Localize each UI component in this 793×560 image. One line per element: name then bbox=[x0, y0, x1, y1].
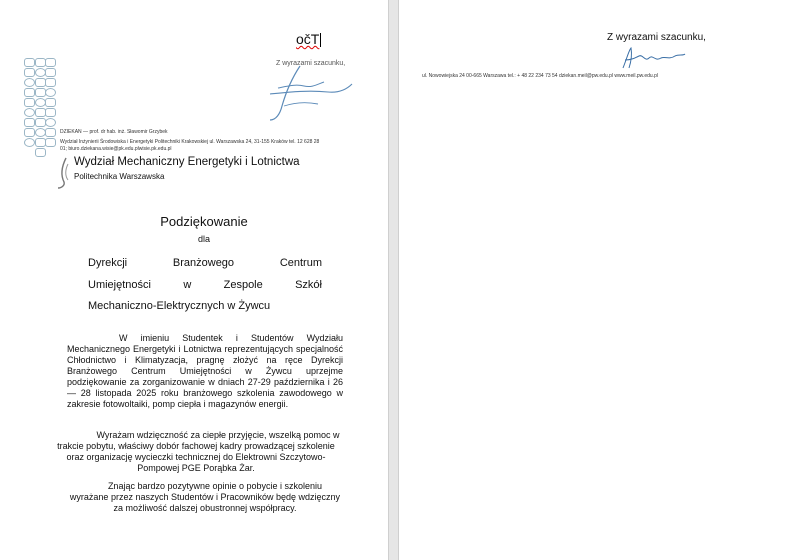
for-word: dla bbox=[197, 234, 210, 244]
document-page-1 bbox=[0, 0, 388, 560]
faculty-address-line-1: Wydział Inżynierii Środowiska i Energetyki Politechniki Krakowskiej ul. Warszawska 24, 31-155 Kraków tel. 12 628 28 bbox=[60, 139, 320, 145]
signature-image-2 bbox=[619, 44, 689, 74]
recipient-line-2: Umiejętności w Zespole Szkół bbox=[88, 279, 322, 291]
faculty-name: Wydział Mechaniczny Energetyki i Lotnictwa bbox=[74, 156, 300, 168]
letter-title: Podziękowanie bbox=[160, 214, 248, 229]
university-name: Politechnika Warszawska bbox=[74, 172, 165, 181]
recipient-line-3: Mechaniczno-Elektrycznych w Żywcu bbox=[88, 300, 271, 312]
university-logo-pattern bbox=[24, 58, 54, 158]
signature-greeting-image-text: Z wyrazami szacunku, bbox=[276, 60, 346, 67]
header-mark: očT bbox=[296, 31, 320, 47]
signature-greeting: Z wyrazami szacunku, bbox=[607, 32, 706, 43]
paragraph-1: W imieniu Studentek i Studentów Wydziału Mechanicznego Energetyki i Lotnictwa reprezentujących specjalność Chłodnictwo i Klimatyzacja, pragnę złożyć na ręce Dyrekcji Branżowego Centrum Umiejętności w Żywcu uprzejme podziękowanie za zorganizowanie w dniach 27-29 października i 26 — 28 listopada 2025 roku branżowego szkolenia zawodowego w zakresie fotowoltaiki, pomp ciepła i magazynów energii. bbox=[67, 333, 343, 409]
dean-line: DZIEKAN — prof. dr hab. inż. Sławomir Grzybek bbox=[60, 129, 168, 135]
recipient-line-1: Dyrekcji Branżowego Centrum bbox=[88, 257, 322, 269]
text-cursor bbox=[320, 33, 321, 47]
document-page-2 bbox=[399, 0, 793, 560]
faculty-address-line-2: 01; biuro.dziekana.wisie@pk.edu.plwisie.pk.edu.pl bbox=[60, 146, 172, 152]
meil-logo-icon bbox=[54, 156, 74, 190]
paragraph-3: Znając bardzo pozytywne opinie o pobycie i szkoleniu wyrażane przez naszych Studentów i Pracowników będę wdzięczny za możliwość dalszej obustronnej współpracy. bbox=[69, 481, 341, 513]
signature-image bbox=[262, 62, 362, 124]
paragraph-2: Wyrażam wdzięczność za ciepłe przyjęcie, wszelką pomoc w trakcie pobytu, właściwy dobór fachowej kadry prowadzącej szkolenie oraz organizację wycieczki technicznej do Elektrowni Szczytowo-Pompowej PGE Porąbka Żar. bbox=[57, 430, 340, 473]
footer-address: ul. Nowowiejska 24 00-665 Warszawa tel.: + 48 22 234 73 54 dziekan.meil@pw.edu.pl www.meil.pw.edu.pl bbox=[422, 73, 658, 79]
